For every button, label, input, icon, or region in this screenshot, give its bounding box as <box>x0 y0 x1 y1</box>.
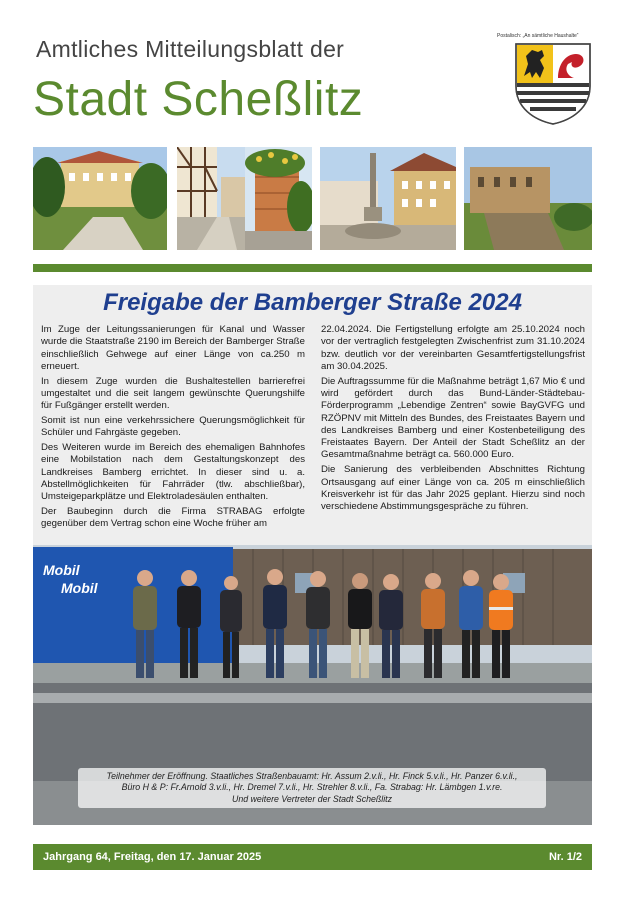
masthead-title: Stadt Scheßlitz <box>33 73 364 126</box>
park-with-castle-photo <box>33 147 167 250</box>
article-paragraph: Im Zuge der Leitungssanierungen für Kanal und Wasser wurde die Staatstraße 2190 im Bereich der Bamberger Straße einschließlich Gehwege auf einer Länge von ca.250 m erneuert. <box>41 324 305 372</box>
caption-line: Büro H & P: Fr.Arnold 3.v.li., Hr. Dremel 7.v.li., Hr. Strehler 8.v.li., Fa. Strabag: Hr. Lämbgen 1.v.re. <box>121 782 503 793</box>
article-paragraph: Die Auftragssumme für die Maßnahme beträgt 1,67 Mio € und wird gefördert durch das Bund-Länder-Städtebau-Förderprogramm „Lebendige Zentren“ sowie BayGVFG und RZÖPNV mit Mitteln des Bundes, des Freistaates Bayern und des Landkreises Bamberg und einer Kostenbeteiligung des Freistaates Bayern. Der Anteil der Stadt Scheßlitz an der Gesamtmaßnahme beträgt ca. 560.000 Euro. <box>321 375 585 461</box>
caption-line: Und weitere Vertreter der Stadt Scheßlitz <box>231 793 393 804</box>
divider-bar <box>33 264 592 272</box>
issue-number: Nr. 1/2 <box>548 851 582 863</box>
photo-caption <box>78 768 546 808</box>
photo-strip <box>33 147 592 250</box>
flower-wall-photo <box>245 147 312 250</box>
footer-bar <box>33 844 592 870</box>
article-paragraph: In diesem Zuge wurden die Bushaltestellen barrierefrei umgestaltet und die seit langem gewünschte Querungshilfe für Fußgänger erstellt werden. <box>41 375 305 412</box>
article-headline: Freigabe der Bamberger Straße 2024 <box>103 289 522 316</box>
article-paragraph: Die Sanierung des verbleibenden Abschnittes Richtung Ortsausgang auf einer Länge von ca. 205 m einschließlich Kreisverkehr ist für das Jahr 2025 geplant. Hierzu sind noch verschiedene Abstimmungsgespräche zu führen. <box>321 464 585 513</box>
mobil-sign-line1: Mobil <box>43 562 80 578</box>
postal-note: Postalisch: „An sämtliche Haushalte“ <box>497 33 579 39</box>
article-paragraph: 22.04.2024. Die Fertigstellung erfolgte am 25.10.2024 noch vor der vertraglich festgelegten Zwischenfrist zum 31.10.2024 bzw. deutlich vor der vereinbarten Gesamtfertigstellungsfrist am 30.04.2025. <box>321 324 585 372</box>
article-column-right <box>321 324 585 516</box>
issue-info: Jahrgang 64, Freitag, den 17. Januar 2025 <box>43 851 262 863</box>
article-column-left <box>41 324 305 533</box>
half-timbered-street-photo <box>177 147 245 250</box>
caption-line: Teilnehmer der Eröffnung. Staatliches Straßenbauamt: Hr. Assum 2.v.li., Hr. Finck 5.v.li., Hr. Panzer 6.v.li., <box>106 771 518 781</box>
article-paragraph: Des Weiteren wurde im Bereich des ehemaligen Bahnhofes eine Mobilstation nach dem Gestaltungskonzept des Landkreises Bamberg errichtet. In dieser sind u. a. Abstellmöglichkeiten für Fahrräder (tlw. abschließbar), Umsteigeparkplätze und Elektroladesäulen enthalten. <box>41 442 305 503</box>
market-square-fountain-photo <box>320 147 456 250</box>
coat-of-arms-icon <box>514 42 592 126</box>
masthead-subtitle: Amtliches Mitteilungsblatt der <box>36 36 345 62</box>
mobil-sign-line2: Mobil <box>61 580 98 596</box>
article-paragraph: Der Baubeginn durch die Firma STRABAG erfolgte gegenüber dem Vertrag schon eine Woche früher am <box>41 506 305 530</box>
article-paragraph: Somit ist nun eine verkehrssichere Querungsmöglichkeit für Schüler und Fahrgäste gegeben. <box>41 415 305 439</box>
castle-ruin-photo <box>464 147 592 250</box>
